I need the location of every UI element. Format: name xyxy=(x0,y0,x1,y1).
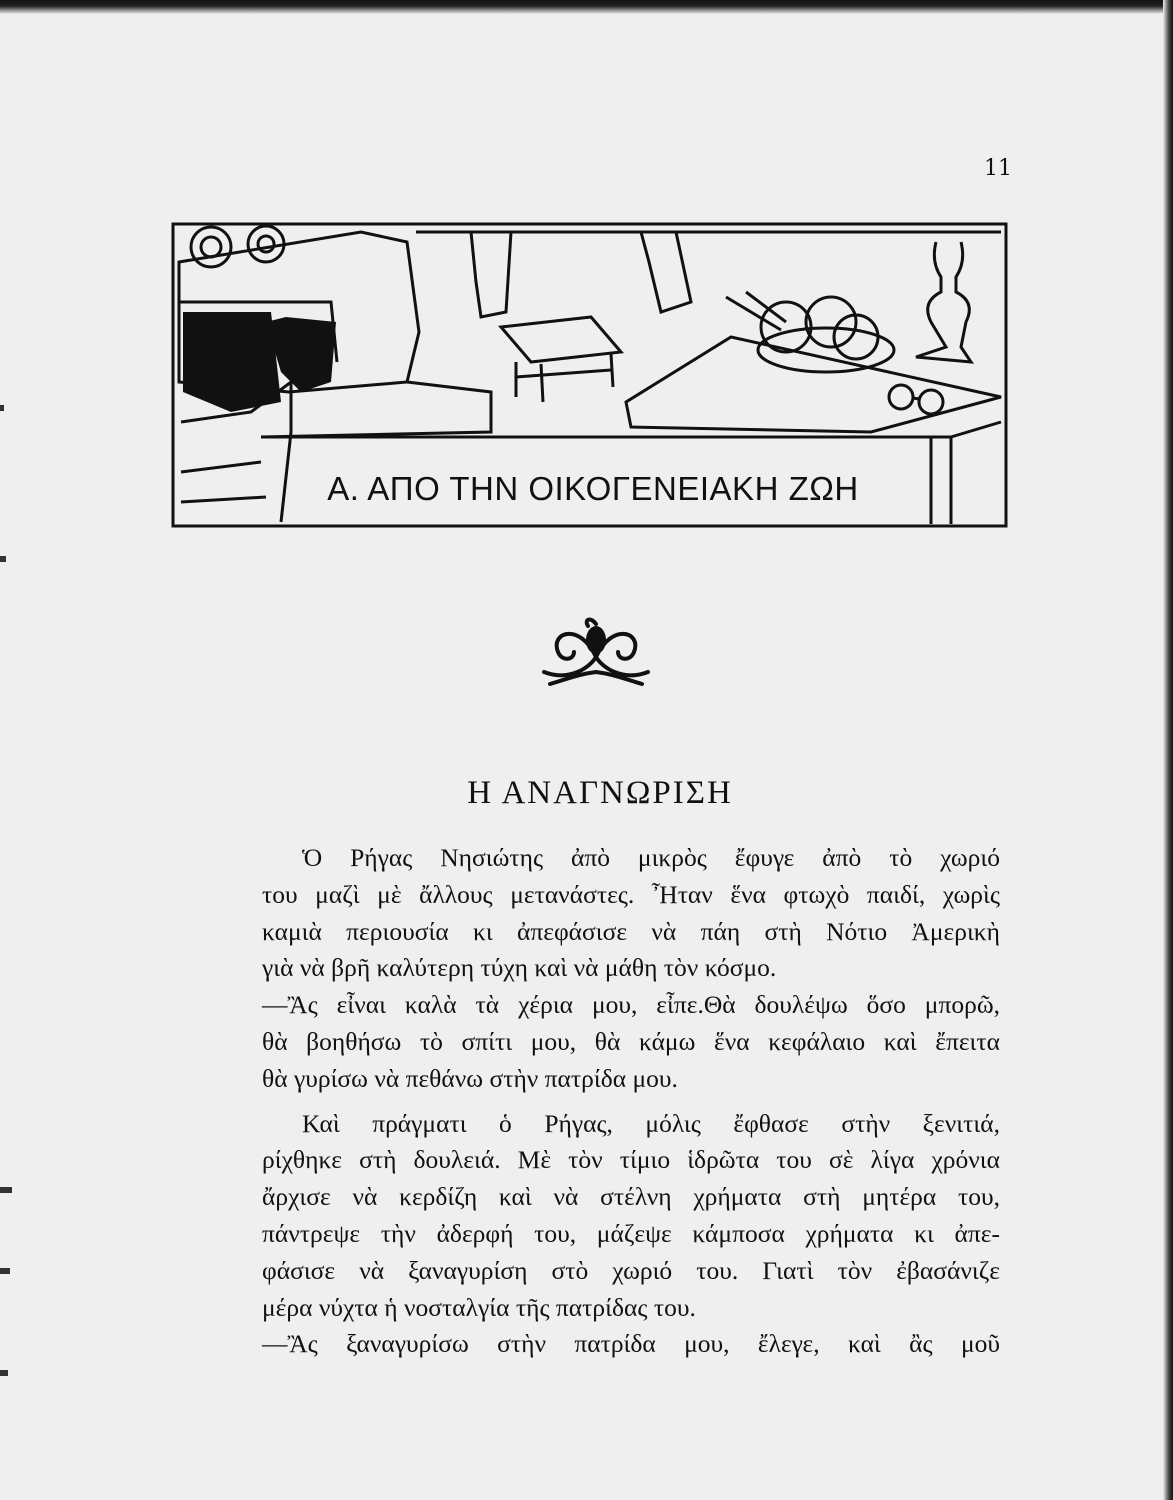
text-line: θὰ βοηθήσω τὸ σπίτι μου, θὰ κάμω ἕνα κεφάλαιο καὶ ἔπειτα xyxy=(262,1026,1000,1056)
text-line: γιὰ νὰ βρῆ καλύτερη τύχη καὶ νὰ μάθη τὸν κόσμο. xyxy=(262,953,777,983)
text-line: ρίχθηκε στὴ δουλειά. Μὲ τὸν τίμιο ἱδρῶτα του σὲ λίγα χρόνια xyxy=(262,1145,1000,1175)
article-title: Η ΑΝΑΓΝΩΡΙΣΗ xyxy=(467,775,733,811)
page-right-edge xyxy=(1163,0,1173,1500)
section-header-title: Α. ΑΠΟ ΤΗΝ ΟΙΚΟΓΕΝΕΙΑΚΗ ΖΩΗ xyxy=(327,470,859,507)
text-line: του μαζὶ μὲ ἄλλους μετανάστες. Ἦταν ἕνα φτωχὸ παιδί, χωρὶς xyxy=(262,879,1000,909)
text-line: καμιὰ περιουσία κι ἀπεφάσισε νὰ πάη στὴ Νότιο Ἀμερικὴ xyxy=(262,916,1000,946)
ornament-flourish xyxy=(540,612,652,692)
text-line: —Ἂς ξαναγυρίσω στὴν πατρίδα μου, ἔλεγε, καὶ ἂς μοῦ xyxy=(262,1329,1000,1359)
page-top-edge xyxy=(0,0,1173,14)
article-body xyxy=(262,840,1000,1363)
text-line: θὰ γυρίσω νὰ πεθάνω στὴν πατρίδα μου. xyxy=(262,1063,678,1093)
text-line: πάντρεψε τὴν ἀδερφή του, μάζεψε κάμποσα χρήματα κι ἀπε- xyxy=(262,1218,1000,1248)
text-line: μέρα νύχτα ἡ νοσταλγία τῆς πατρίδας του. xyxy=(262,1292,696,1322)
text-line: ἄρχισε νὰ κερδίζη καὶ νὰ στέλνη χρήματα στὴ μητέρα του, xyxy=(262,1182,1000,1212)
text-line: —Ἂς εἶναι καλὰ τὰ χέρια μου, εἶπε.Θὰ δουλέψω ὅσο μπορῶ, xyxy=(262,990,1000,1020)
text-line: φάσισε νὰ ξαναγυρίση στὸ χωριό του. Γιατὶ τὸν ἐβασάνιζε xyxy=(262,1255,1000,1285)
page-number: 11 xyxy=(984,156,1012,181)
text-line: Ὁ Ρήγας Νησιώτης ἀπὸ μικρὸς ἔφυγε ἀπὸ τὸ χωριό xyxy=(302,843,1000,872)
binding-marks xyxy=(0,0,12,1500)
text-line: Καὶ πράγματι ὁ Ρήγας, μόλις ἔφθασε στὴν ξενιτιά, xyxy=(302,1108,1000,1138)
